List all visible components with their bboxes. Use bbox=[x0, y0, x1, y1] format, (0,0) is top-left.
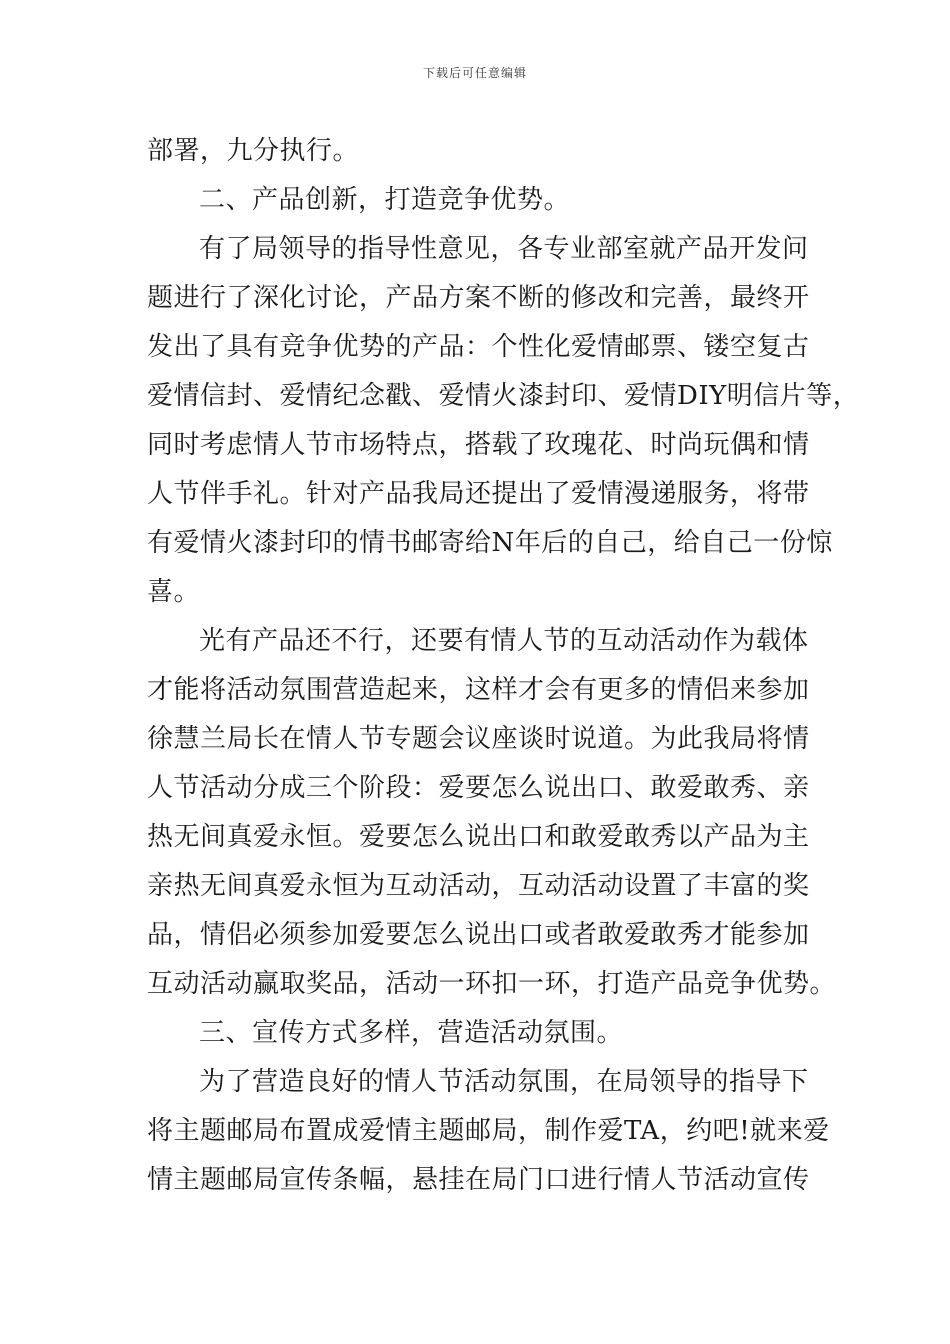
text-line: 部署，九分执行。 bbox=[147, 136, 360, 166]
text-line: 亲热无间真爱永恒为互动活动，互动活动设置了丰富的奖 bbox=[147, 871, 810, 901]
page-header: 下载后可任意编辑 bbox=[422, 66, 527, 80]
text-line: 情主题邮局宣传条幅，悬挂在局门口进行情人节活动宣传 bbox=[147, 1165, 810, 1195]
text-line: 人节活动分成三个阶段：爱要怎么说出口、敢爱敢秀、亲 bbox=[147, 773, 810, 803]
text-line: 光有产品还不行，还要有情人节的互动活动作为载体 bbox=[199, 626, 809, 656]
document-body bbox=[147, 127, 860, 1205]
text-line: 人节伴手礼。针对产品我局还提出了爱情漫递服务，将带 bbox=[147, 479, 810, 509]
text-line: 喜。 bbox=[147, 577, 201, 607]
text-line: 同时考虑情人节市场特点，搭载了玫瑰花、时尚玩偶和情 bbox=[147, 430, 810, 460]
text-line: 互动活动赢取奖品，活动一环扣一环，打造产品竞争优势。 bbox=[147, 969, 837, 999]
text-line: 题进行了深化讨论，产品方案不断的修改和完善，最终开 bbox=[147, 283, 810, 313]
text-line: 将主题邮局布置成爱情主题邮局，制作爱TA，约吧!就来爱 bbox=[147, 1116, 830, 1146]
text-line: 才能将活动氛围营造起来，这样才会有更多的情侣来参加 bbox=[147, 675, 810, 705]
text-line: 三、宣传方式多样，营造活动氛围。 bbox=[199, 1018, 624, 1048]
text-line: 为了营造良好的情人节活动氛围，在局领导的指导下 bbox=[199, 1067, 809, 1097]
text-line: 品，情侣必须参加爱要怎么说出口或者敢爱敢秀才能参加 bbox=[147, 920, 810, 950]
text-line: 爱情信封、爱情纪念戳、爱情火漆封印、爱情DIY明信片等， bbox=[147, 381, 860, 411]
text-line: 二、产品创新，打造竞争优势。 bbox=[199, 185, 571, 215]
text-line: 有爱情火漆封印的情书邮寄给N年后的自己，给自己一份惊 bbox=[147, 528, 833, 558]
text-line: 有了局领导的指导性意见，各专业部室就产品开发问 bbox=[199, 234, 809, 264]
text-line: 发出了具有竞争优势的产品：个性化爱情邮票、镂空复古 bbox=[147, 332, 810, 362]
text-line: 徐慧兰局长在情人节专题会议座谈时说道。为此我局将情 bbox=[147, 724, 810, 754]
text-line: 热无间真爱永恒。爱要怎么说出口和敢爱敢秀以产品为主 bbox=[147, 822, 810, 852]
